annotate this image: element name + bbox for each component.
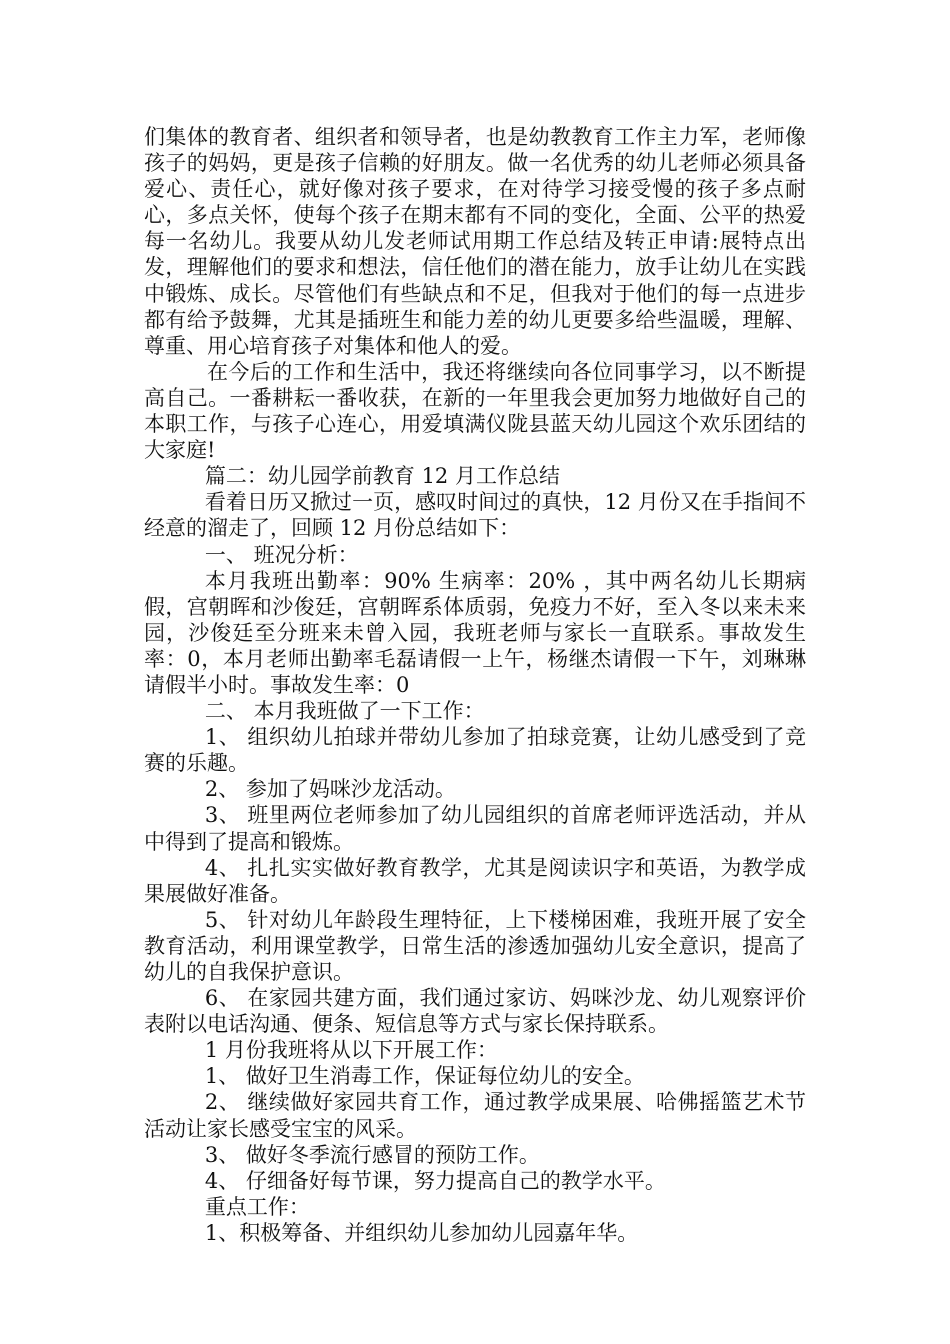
list-item-plan-1: 1、 做好卫生消毒工作，保证每位幼儿的安全。	[204, 1064, 645, 1089]
list-item-key-work-1: 1、积极筹备、并组织幼儿参加幼儿园嘉年华。	[204, 1220, 639, 1245]
heading-key-work: 重点工作：	[204, 1194, 310, 1219]
paragraph-intro: 看着日历又掀过一页，感叹时间过的真快，12 月份又在手指间不经意的溜走了，回顾 12 月份总结如下：	[144, 490, 806, 541]
list-item-plan-3: 3、 做好冬季流行感冒的预防工作。	[204, 1142, 540, 1167]
section-heading-part-two: 篇二：幼儿园学前教育 12 月工作总结	[204, 464, 560, 489]
heading-class-analysis: 一、 班况分析：	[204, 542, 359, 567]
list-item-work-2: 2、 参加了妈咪沙龙活动。	[204, 777, 456, 802]
list-item-plan-4: 4、 仔细备好每节课，努力提高自己的教学水平。	[204, 1168, 666, 1193]
list-item-work-1: 1、 组织幼儿拍球并带幼儿参加了拍球竞赛，让幼儿感受到了竞赛的乐趣。	[144, 725, 806, 776]
list-item-work-4: 4、 扎扎实实做好教育教学，尤其是阅读识字和英语，为教学成果展做好准备。	[144, 855, 806, 906]
document-page	[144, 124, 806, 1246]
list-item-work-5: 5、 针对幼儿年龄段生理特征，上下楼梯困难，我班开展了安全教育活动，利用课堂教学，日常生活的渗透加强幼儿安全意识，提高了幼儿的自我保护意识。	[144, 907, 806, 984]
paragraph-future-work: 在今后的工作和生活中，我还将继续向各位同事学习，以不断提高自己。一番耕耘一番收获，在新的一年里我会更加努力地做好自己的本职工作，与孩子心连心，用爱填满仪陇县蓝天幼儿园这个欢乐团结的大家庭!	[144, 359, 806, 463]
paragraph-attendance: 本月我班出勤率：90% 生病率：20% ，其中两名幼儿长期病假，宫朝晖和沙俊廷，宫朝晖系体质弱，免疫力不好，至入冬以来未来园，沙俊廷至分班来未曾入园，我班老师与家长一直联系。事故发生率：0，本月老师出勤率毛磊请假一上午，杨继杰请假一下午，刘琳琳请假半小时。事故发生率：0	[144, 568, 806, 697]
list-item-work-3: 3、 班里两位老师参加了幼儿园组织的首席老师评选活动，并从中得到了提高和锻炼。	[144, 803, 806, 854]
list-item-work-6: 6、 在家园共建方面，我们通过家访、妈咪沙龙、幼儿观察评价表附以电话沟通、便条、短信息等方式与家长保持联系。	[144, 986, 806, 1037]
paragraph-continuation: 们集体的教育者、组织者和领导者，也是幼教教育工作主力军，老师像孩子的妈妈，更是孩子信赖的好朋友。做一名优秀的幼儿老师必须具备爱心、责任心，就好像对孩子要求，在对待学习接受慢的孩子多点耐心，多点关怀，使每个孩子在期末都有不同的变化，全面、公平的热爱每一名幼儿。我要从幼儿发老师试用期工作总结及转正申请:展特点出发，理解他们的要求和想法，信任他们的潜在能力，放手让幼儿在实践中锻炼、成长。尽管他们有些缺点和不足，但我对于他们的每一点进步都有给予鼓舞，尤其是插班生和能力差的幼儿更要多给些温暖，理解、尊重、用心培育孩子对集体和他人的爱。	[144, 125, 806, 358]
heading-january-plan: 1 月份我班将从以下开展工作：	[204, 1038, 498, 1063]
heading-work-done: 二、 本月我班做了一下工作：	[204, 699, 485, 724]
list-item-plan-2: 2、 继续做好家园共育工作，通过教学成果展、哈佛摇篮艺术节活动让家长感受宝宝的风采。	[144, 1090, 806, 1141]
